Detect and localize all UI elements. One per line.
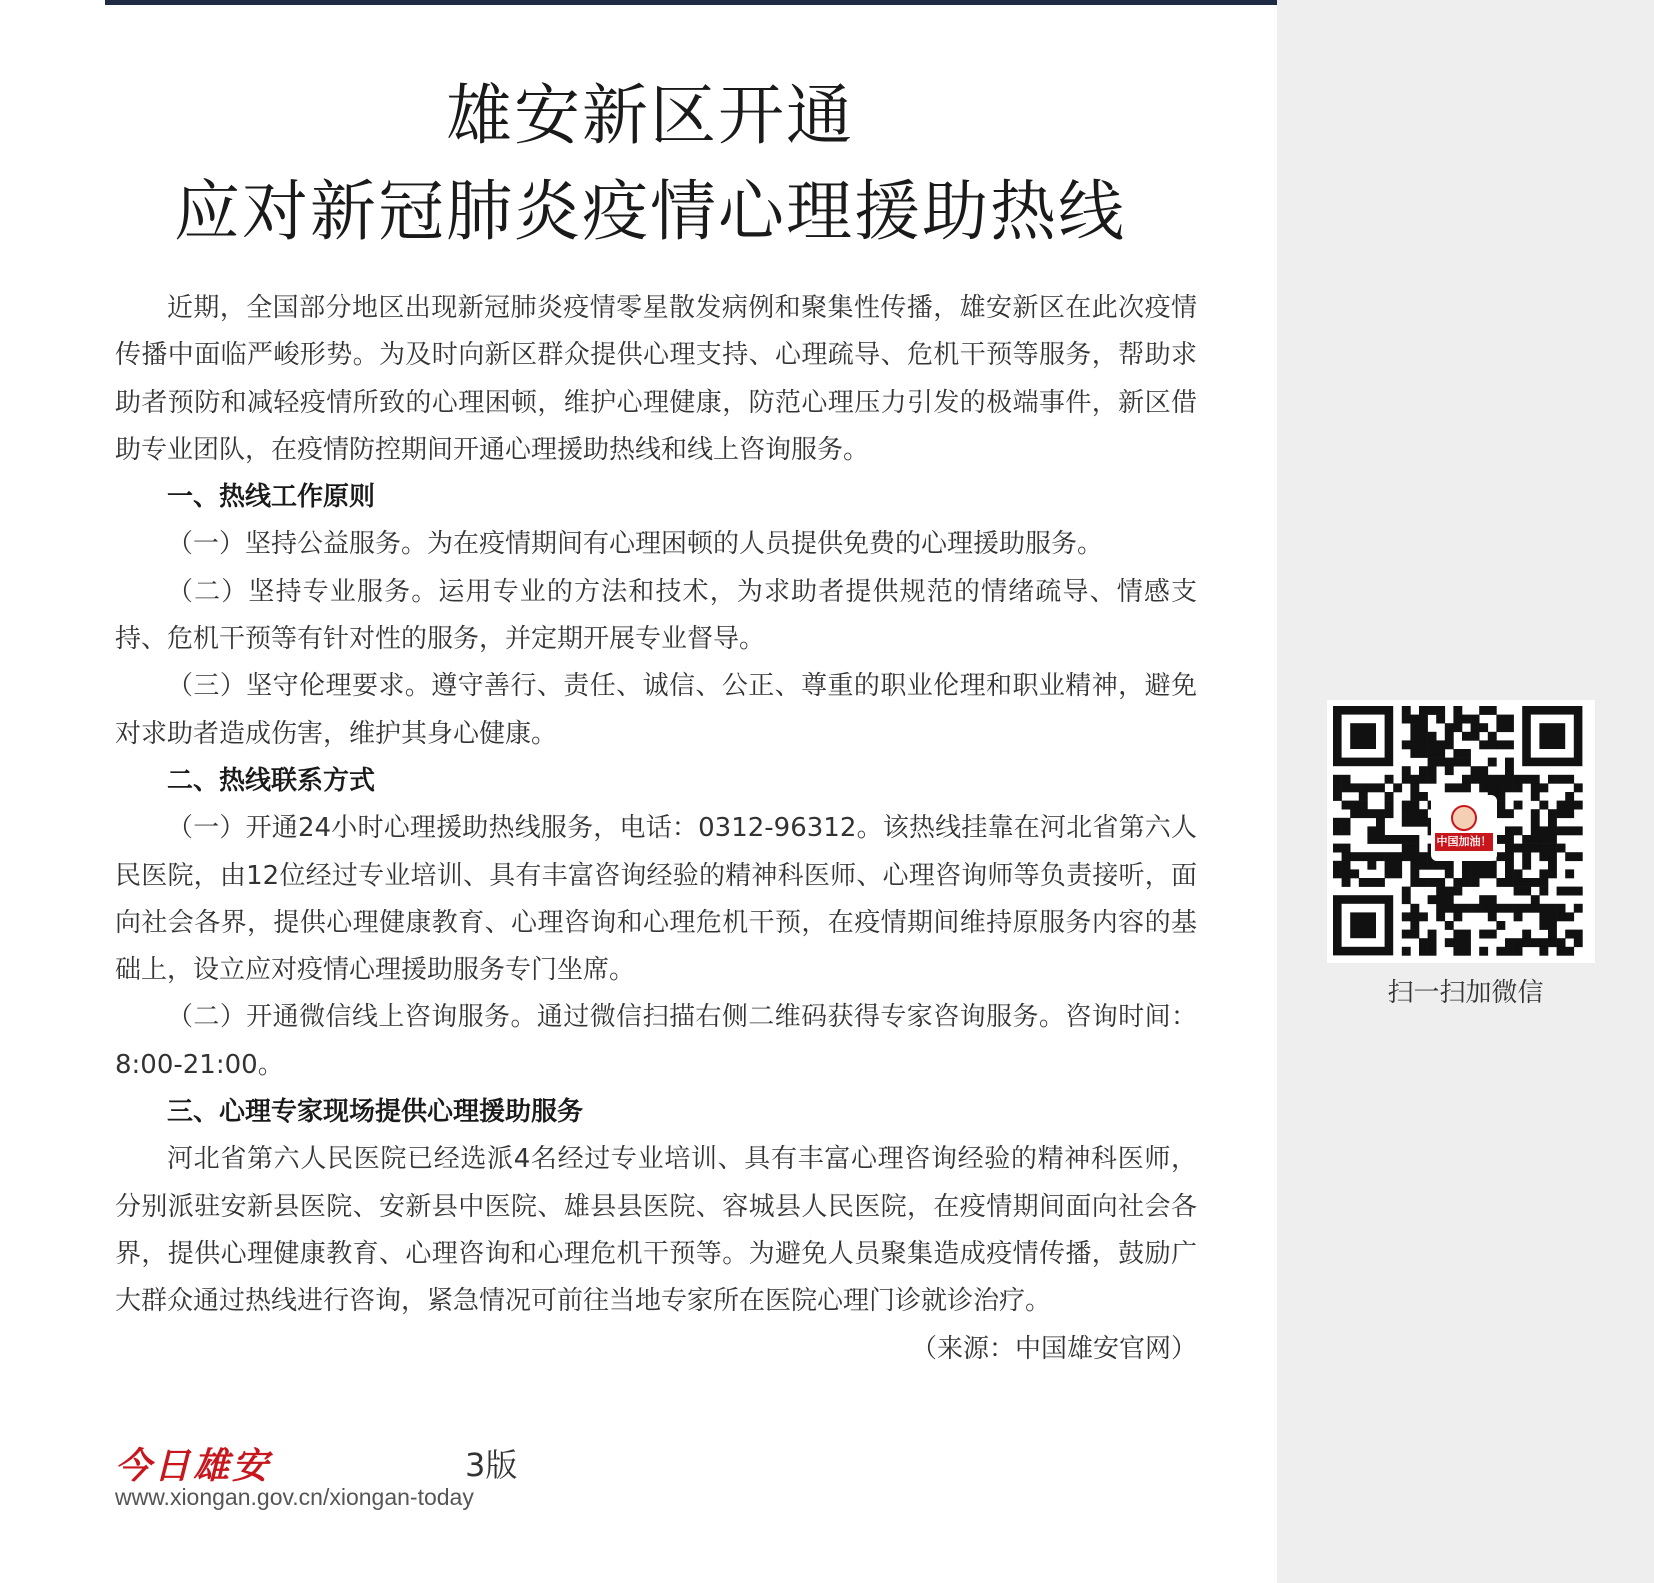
section1-paragraph-2: （二）坚持专业服务。运用专业的方法和技术，为求助者提供规范的情绪疏导、情感支持、危机干预等有针对性的服务，并定期开展专业督导。 (115, 576, 1197, 655)
wechat-qr-code[interactable] (1327, 700, 1595, 963)
section1-paragraph-3: （三）坚守伦理要求。遵守善行、责任、诚信、公正、尊重的职业伦理和职业精神，避免对求助者造成伤害，维护其身心健康。 (115, 671, 1197, 749)
section-heading-2: 二、热线联系方式 (167, 765, 376, 796)
qr-badge-label: 中国加油！ (1435, 833, 1493, 851)
section1-paragraph-1: （一）坚持公益服务。为在疫情期间有心理困顿的人员提供免费的心理援助服务。 (167, 529, 1104, 560)
page-number: 3版 (465, 1446, 518, 1484)
title-line-1: 雄安新区开通 (446, 77, 854, 154)
article-body (115, 285, 1197, 1373)
publication-logo: 今日雄安 (115, 1445, 272, 1487)
intro-paragraph: 近期，全国部分地区出现新冠肺炎疫情零星散发病例和聚集性传播，雄安新区在此次疫情传播中面临严峻形势。为及时向新区群众提供心理支持、心理疏导、危机干预等服务，帮助求助者预防和减轻疫情所致的心理困顿，维护心理健康，防范心理压力引发的极端事件，新区借助专业团队，在疫情防控期间开通心理援助热线和线上咨询服务。 (115, 293, 1197, 465)
title-line-2: 应对新冠肺炎疫情心理援助热线 (174, 173, 1126, 250)
section2-paragraph-2: （二）开通微信线上咨询服务。通过微信扫描右侧二维码获得专家咨询服务。咨询时间：8:00-21:00。 (115, 1002, 1197, 1080)
section-heading-3: 三、心理专家现场提供心理援助服务 (167, 1097, 584, 1128)
source-note: （来源：中国雄安官网） (910, 1333, 1197, 1364)
qr-center-badge (1431, 795, 1497, 861)
qr-caption: 扫一扫加微信 (1387, 978, 1544, 1008)
section2-paragraph-1: （一）开通24小时心理援助热线服务，电话：0312-96312。该热线挂靠在河北省第六人民医院，由12位经过专业培训、具有丰富咨询经验的精神科医师、心理咨询师等负责接听，面向社会各界，提供心理健康教育、心理咨询和心理危机干预，在疫情期间维持原服务内容的基础上，设立应对疫情心理援助服务专门坐席。 (115, 813, 1197, 986)
page-title (105, 68, 1195, 260)
footer-url-link[interactable]: www.xiongan.gov.cn/xiongan-today (115, 1484, 474, 1510)
section-heading-1: 一、热线工作原则 (167, 482, 376, 513)
mascot-icon (1451, 805, 1477, 831)
section3-paragraph-1: 河北省第六人民医院已经选派4名经过专业培训、具有丰富心理咨询经验的精神科医师，分别派驻安新县医院、安新县中医院、雄县县医院、容城县人民医院，在疫情期间面向社会各界，提供心理健康教育、心理咨询和心理危机干预等。为避免人员聚集造成疫情传播，鼓励广大群众通过热线进行咨询，紧急情况可前往当地专家所在医院心理门诊就诊治疗。 (115, 1144, 1197, 1317)
